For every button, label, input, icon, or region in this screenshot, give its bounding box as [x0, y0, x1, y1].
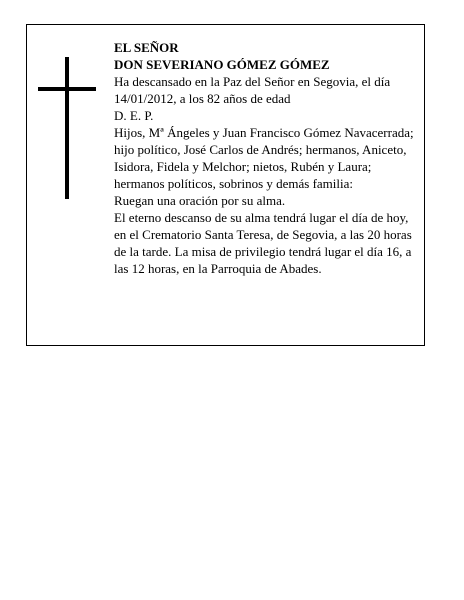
title-line-1: EL SEÑOR [114, 40, 179, 55]
prayer-request: Ruegan una oración por su alma. [114, 193, 286, 208]
cross-vertical-bar [65, 57, 69, 199]
family-list: Hijos, Mª Ángeles y Juan Francisco Gómez Navacerrada; hijo político, José Carlos de Andrés; hermanos, Aniceto, Isidora, Fidela y Melchor; nietos, Rubén y Laura; hermanos políticos, sobrinos y demás familia: [114, 125, 414, 191]
cross-icon [38, 57, 96, 199]
deceased-name: DON SEVERIANO GÓMEZ GÓMEZ [114, 57, 330, 72]
obituary-notice [26, 24, 425, 346]
death-announcement: Ha descansado en la Paz del Señor en Segovia, el día 14/01/2012, a los 82 años de edad [114, 74, 391, 106]
rip-line: D. E. P. [114, 108, 154, 123]
obituary-text [114, 39, 419, 277]
cross-horizontal-bar [38, 87, 96, 91]
service-details: El eterno descanso de su alma tendrá lugar el día de hoy, en el Crematorio Santa Teresa, de Segovia, a las 20 horas de la tarde. La misa de privilegio tendrá lugar el día 16, a las 12 horas, en la Parroquia de Abades. [114, 210, 412, 276]
